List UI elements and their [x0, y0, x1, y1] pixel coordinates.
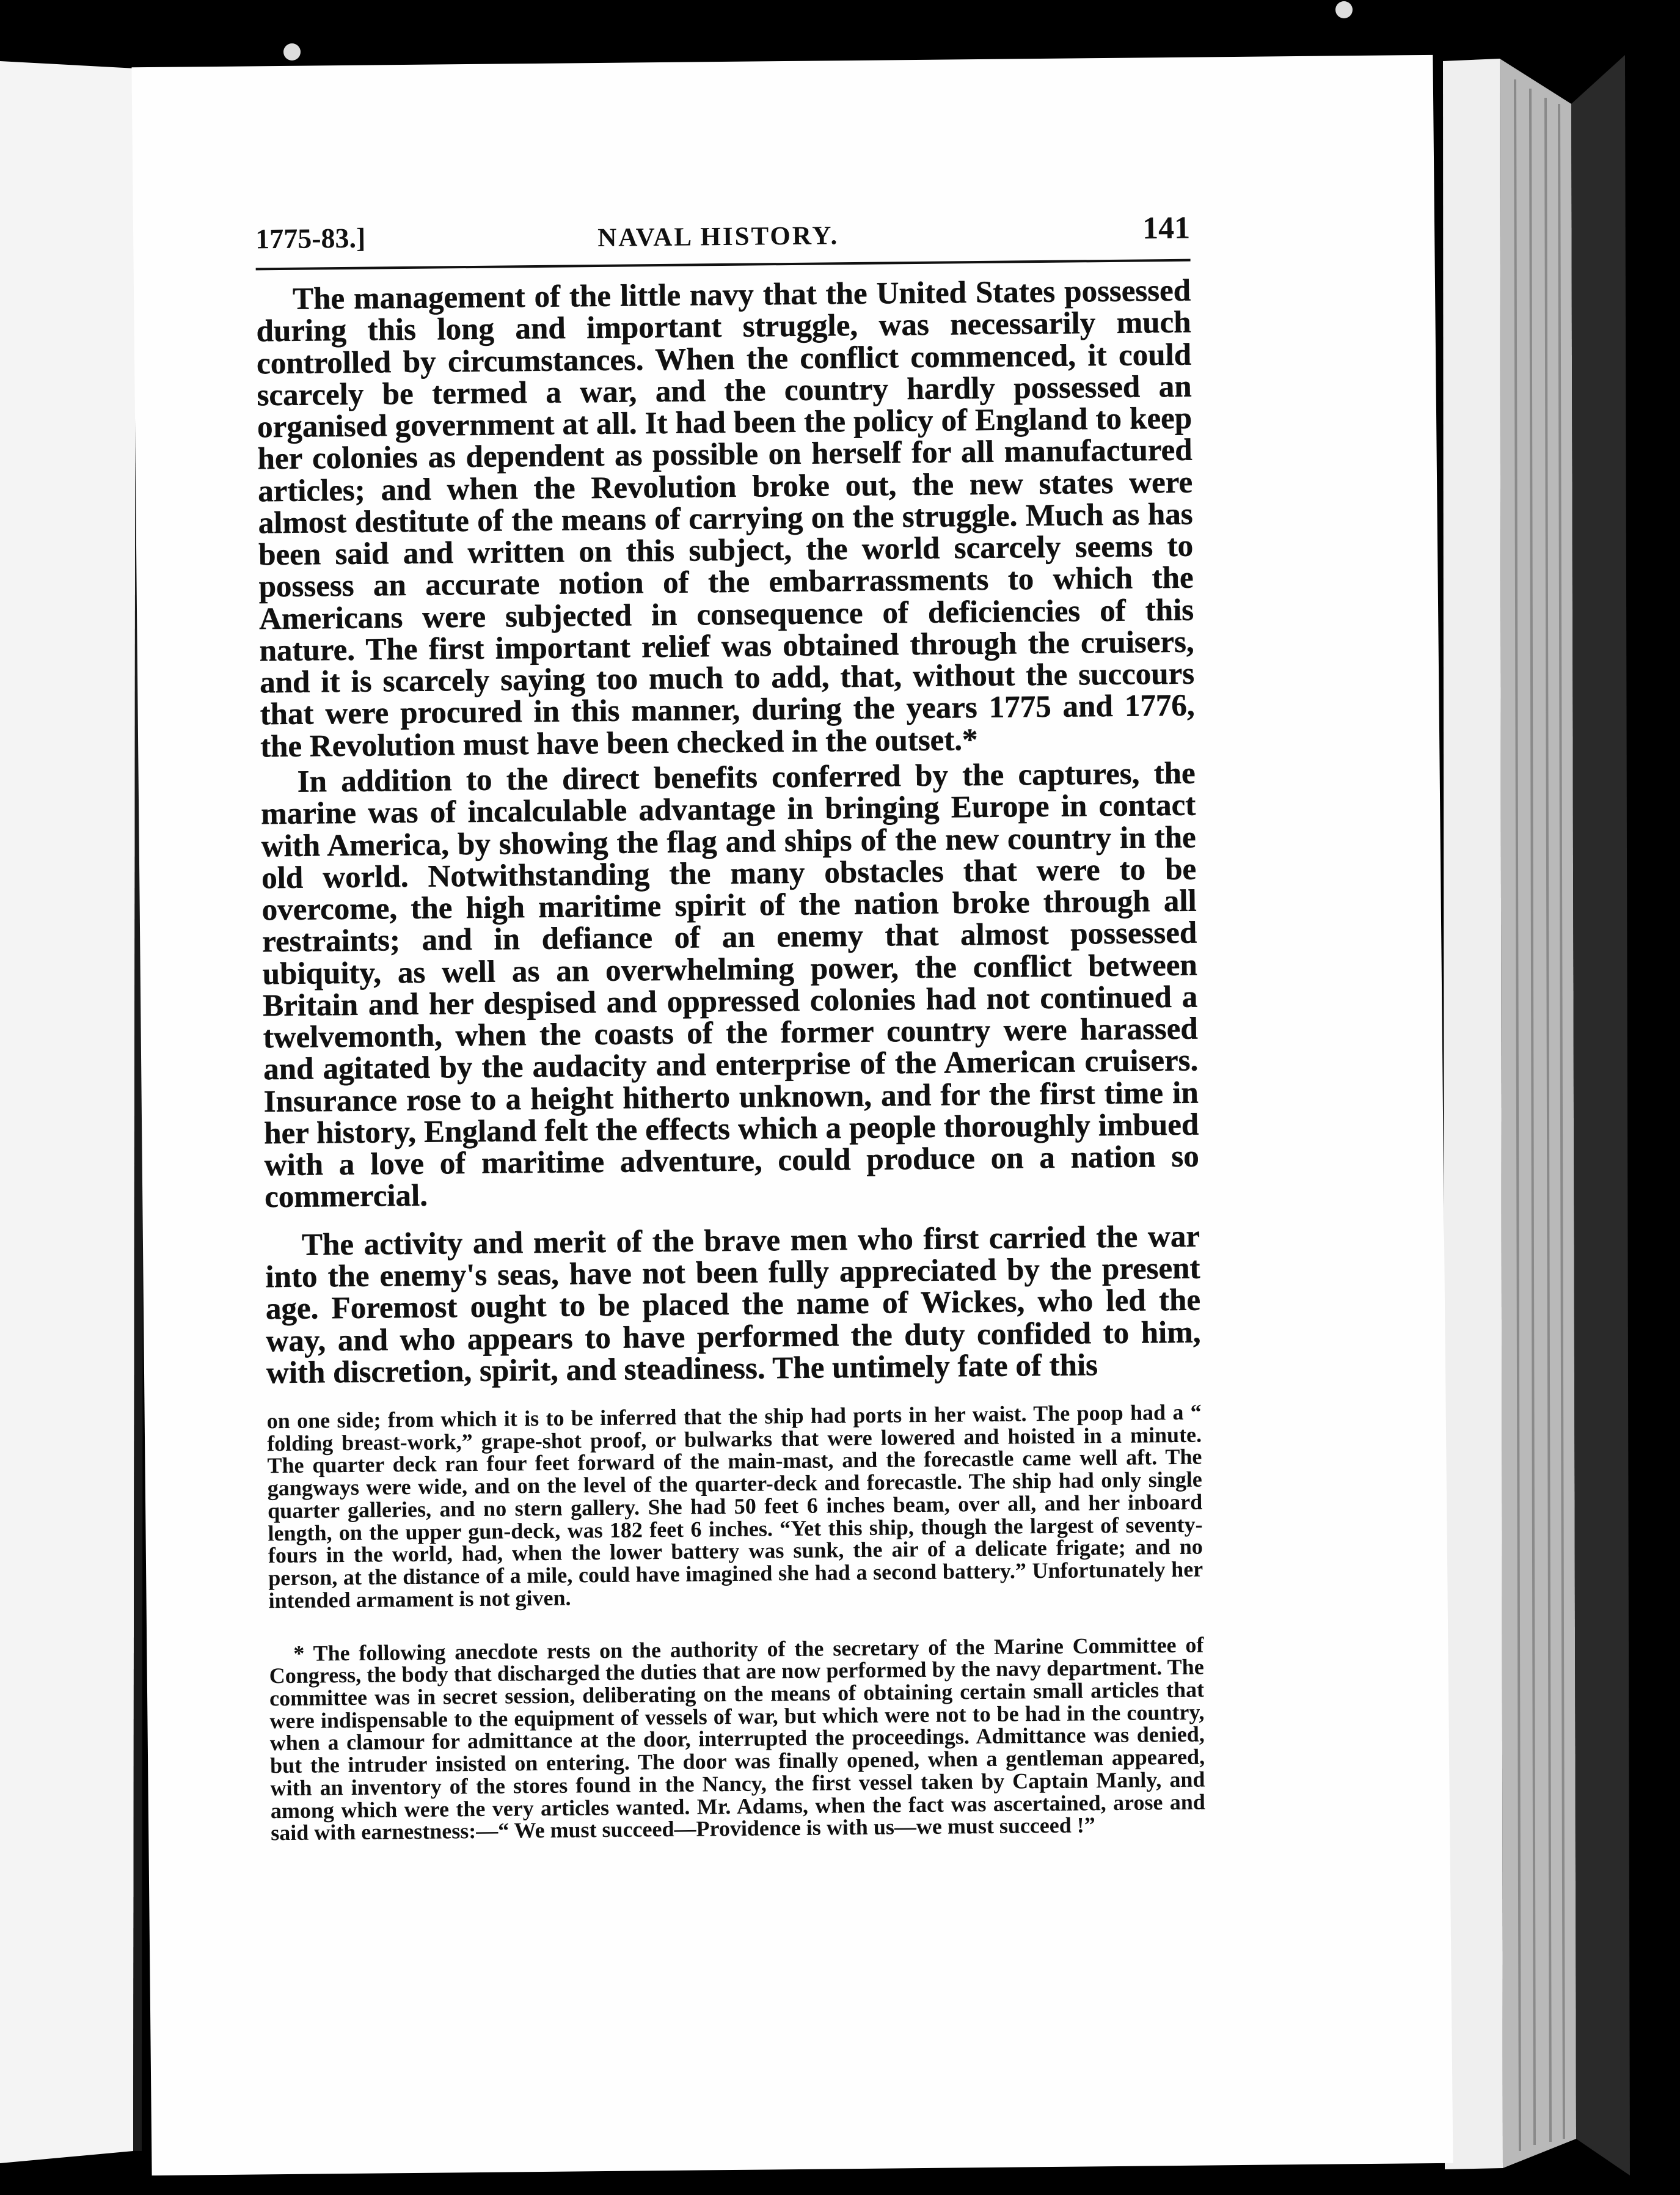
paragraph-management: The management of the little navy that the United States possessed during this long and important struggle, was necessarily much controlled by circumstances. When the conflict commenced, it could scarcely be termed a war, and the country hardly possessed an organised government at all. It had been the policy of England to keep her colonies as dependent as possible on herself for all manufactured articles; and when the Revolution broke out, the new states were almost destitute of the means of carrying on the struggle. Much as has been said and written on this subject, the world scarcely seems to possess an accurate notion of the embarrassments to which the Americans were subjected in consequence of deficiencies of this nature. The first important relief was obtained through the cruisers, and it is scarcely saying too much to add, that, without the succours that were procured in this manner, during the years 1775 and 1776, the Revolution must have been checked in the outset.*: [256, 273, 1195, 764]
book-page: [131, 55, 1453, 2175]
book-cover-edge: [1571, 55, 1630, 2175]
paragraph-marine-advantage: In addition to the direct benefits conferred by the captures, the marine was of incalculable advantage in bringing Europe in contact with America, by showing the flag and ships of the new country in the old world. Notwithstanding the many obstacles that were to be overcome, the high maritime spirit of the nation broke through all restraints; and in defiance of an enemy that almost possessed ubiquity, as well as an overwhelming power, the conflict between Britain and her despised and oppressed colonies had not continued a twelvemonth, when the coasts of the former country were harassed and agitated by the audacity and enterprise of the American cruisers. Insurance rose to a height hitherto unknown, and for the first time in her history, England felt the effects which a people thoroughly imbued with a love of maritime adventure, could produce on a nation so commercial.: [260, 756, 1199, 1215]
header-years: 1775-83.]: [255, 222, 366, 255]
running-header: [255, 210, 1191, 271]
page-edges-grey: [1500, 59, 1576, 2168]
footnotes: [267, 1401, 1206, 1845]
paragraph-wickes: The activity and merit of the brave men who first carried the war into the enemy's seas, have not been fully appreciated by the present age. Foremost ought to be placed the name of Wickes, who led the way, and who appears to have performed the duty confided to him, with discretion, spirit, and steadiness. The untimely fate of this: [265, 1219, 1201, 1391]
footnote-ship-description: on one side; from which it is to be inferred that the ship had ports in her waist. The poop had a “ folding breast-work,” grape-shot proof, or bulwarks that were lowered and hoisted in a minute. The quarter deck ran four feet forward of the main-mast, and the forecastle came well aft. The gangways were wide, and on the level of the quarter-deck and forecastle. The ship had only single quarter galleries, and no stern gallery. She had 50 feet 6 inches beam, over all, and her inboard length, on the upper gun-deck, was 182 feet 6 inches. “Yet this ship, though the largest of seventy-fours in the world, had, when the lower battery was sunk, the air of a delicate frigate; and no person, at the distance of a mile, could have imagined she had a second battery.” Unfortunately her intended armament is not given.: [266, 1399, 1203, 1613]
left-facing-page: [0, 61, 136, 2163]
speck-top-left: [283, 43, 301, 60]
speck-top-right: [1335, 1, 1353, 18]
footnote-marine-committee: * The following anecdote rests on the authority of the secretary of the Marine Committee of Congress, the body that discharged the duties that are now performed by the navy department. The committee was in secret session, deliberating on the means of obtaining certain small articles that were indispensable to the equipment of vessels of war, but which were not to be had in the country, when a clamour for admittance at the door, interrupted the proceedings. Admittance was denied, but the intruder insisted on entering. The door was finally opened, when a gentleman appeared, with an inventory of the stores found in the Nancy, the first vessel taken by Captain Manly, and among which were the very articles wanted. Mr. Adams, when the fact was ascertained, arose and said with earnestness:—“ We must succeed—Providence is with us—we must succeed !”: [269, 1632, 1206, 1845]
page-number: 141: [1142, 210, 1191, 246]
header-title: NAVAL HISTORY.: [597, 221, 839, 252]
page-edges-light: [1443, 59, 1503, 2169]
body-text: [256, 275, 1201, 1390]
page-content: [255, 210, 1205, 1845]
